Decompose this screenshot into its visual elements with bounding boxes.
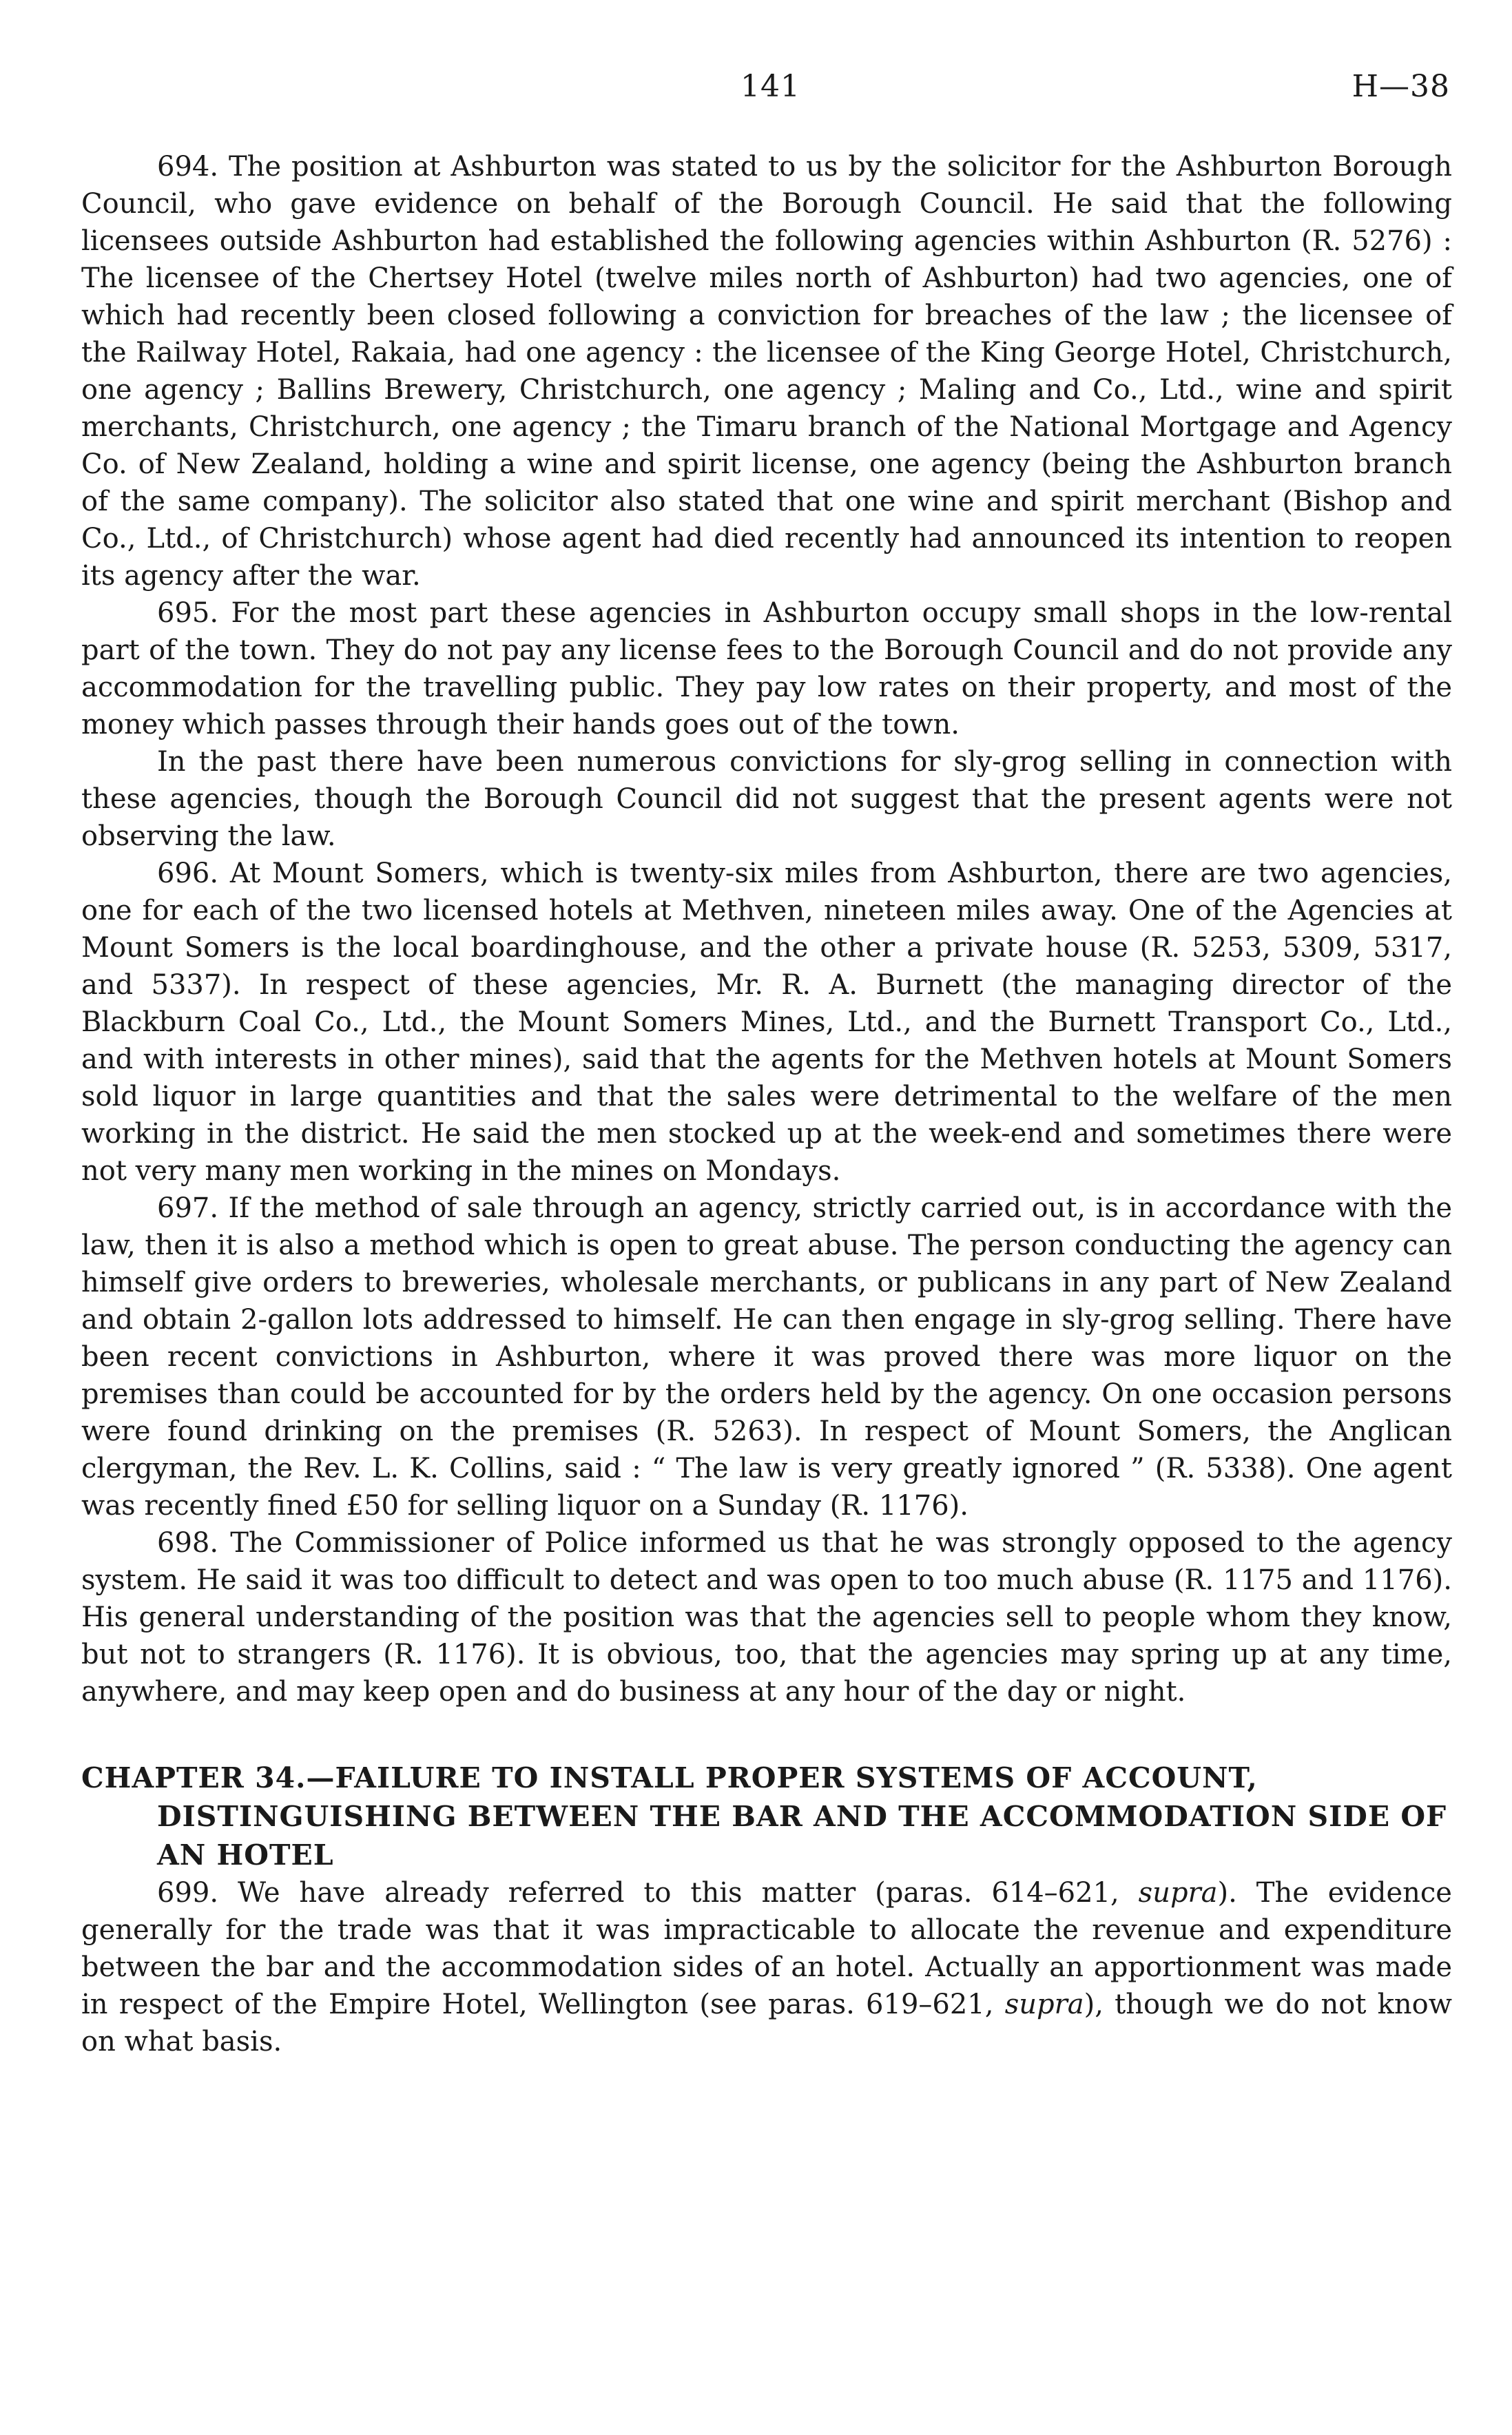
paragraph-695-continued: In the past there have been numerous convictions for sly-grog selling in connection with these agencies, though the Borough Council did not suggest that the present agents were not observing the law. [81, 746, 1452, 852]
page-number: 141 [741, 69, 800, 104]
paragraph-699-supra-2: supra [1004, 1989, 1084, 2020]
paragraph-697: 697. If the method of sale through an agency, strictly carried out, is in accordance with the law, then it is also a method which is open to great abuse. The person conducting the agency can himself give orders to breweries, wholesale merchants, or publicans in any part of New Zealand and obtain 2-gallon lots addressed to himself. He can then engage in sly-grog selling. There have been recent convictions in Ashburton, where it was proved there was more liquor on the premises than could be accounted for by the orders held by the agency. On one occasion persons were found drinking on the premises (R. 5263). In respect of Mount Somers, the Anglican clergyman, the Rev. L. K. Collins, said : “ The law is very greatly ignored ” (R. 5338). One agent was recently fined £50 for selling liquor on a Sunday (R. 1176). [81, 1192, 1452, 1522]
paragraph-694: 694. The position at Ashburton was stated to us by the solicitor for the Ashburton Borough Council, who gave evidence on behalf of the Borough Council. He said that the following licensees outside Ashburton had established the following agencies within Ashburton (R. 5276) : The licensee of the Chertsey Hotel (twelve miles north of Ashburton) had two agencies, one of which had recently been closed following a conviction for breaches of the law ; the licensee of the Railway Hotel, Rakaia, had one agency : the licensee of the King George Hotel, Christchurch, one agency ; Ballins Brewery, Christchurch, one agency ; Maling and Co., Ltd., wine and spirit merchants, Christchurch, one agency ; the Timaru branch of the National Mortgage and Agency Co. of New Zealand, holding a wine and spirit license, one agency (being the Ashburton branch of the same company). The solicitor also stated that one wine and spirit merchant (Bishop and Co., Ltd., of Christchurch) whose agent had died recently had announced its intention to reopen its agency after the war. [81, 151, 1452, 592]
paragraph-699 [81, 1874, 1452, 2060]
paragraph-696: 696. At Mount Somers, which is twenty-six miles from Ashburton, there are two agencies, one for each of the two licensed hotels at Methven, nineteen miles away. One of the Agencies at Mount Somers is the local boardinghouse, and the other a private house (R. 5253, 5309, 5317, and 5337). In respect of these agencies, Mr. R. A. Burnett (the managing director of the Blackburn Coal Co., Ltd., the Mount Somers Mines, Ltd., and the Burnett Transport Co., Ltd., and with interests in other mines), said that the agents for the Methven hotels at Mount Somers sold liquor in large quantities and that the sales were detrimental to the welfare of the men working in the district. He said the men stocked up at the week-end and sometimes there were not very many men working in the mines on Mondays. [81, 858, 1452, 1187]
paragraph-698: 698. The Commissioner of Police informed us that he was strongly opposed to the agency system. He said it was too difficult to detect and was open to too much abuse (R. 1175 and 1176). His general understanding of the position was that the agencies sell to people whom they know, but not to strangers (R. 1176). It is obvious, too, that the agencies may spring up at any time, anywhere, and may keep open and do business at any hour of the day or night. [81, 1527, 1452, 1708]
body-text [81, 148, 1452, 2060]
paragraph-699-part2: ). The evidence generally for the trade was that it was impracticable to allocate the revenue and expenditure between the bar and the accommodation sides of an hotel. Actually an apportionment was made in respect of the Empire Hotel, Wellington (see paras. 619–621, [81, 1877, 1452, 2020]
document-reference: H—38 [1352, 69, 1450, 104]
paragraph-699-part1: 699. We have already referred to this matter (paras. 614–621, [157, 1877, 1139, 1909]
page-header [83, 69, 1450, 110]
paragraph-695: 695. For the most part these agencies in Ashburton occupy small shops in the low-rental part of the town. They do not pay any license fees to the Borough Council and do not provide any accommodation for the travelling public. They pay low rates on their property, and most of the money which passes through their hands goes out of the town. [81, 597, 1452, 740]
paragraph-699-part3: ), though we do not know on what basis. [81, 1989, 1453, 2058]
paragraph-699-supra-1: supra [1138, 1877, 1218, 1909]
chapter-heading: CHAPTER 34.—FAILURE TO INSTALL PROPER SYSTEMS OF ACCOUNT, DISTINGUISHING BETWEEN THE BAR AND THE ACCOMMODATION SIDE OF AN HOTEL [81, 1761, 1447, 1872]
